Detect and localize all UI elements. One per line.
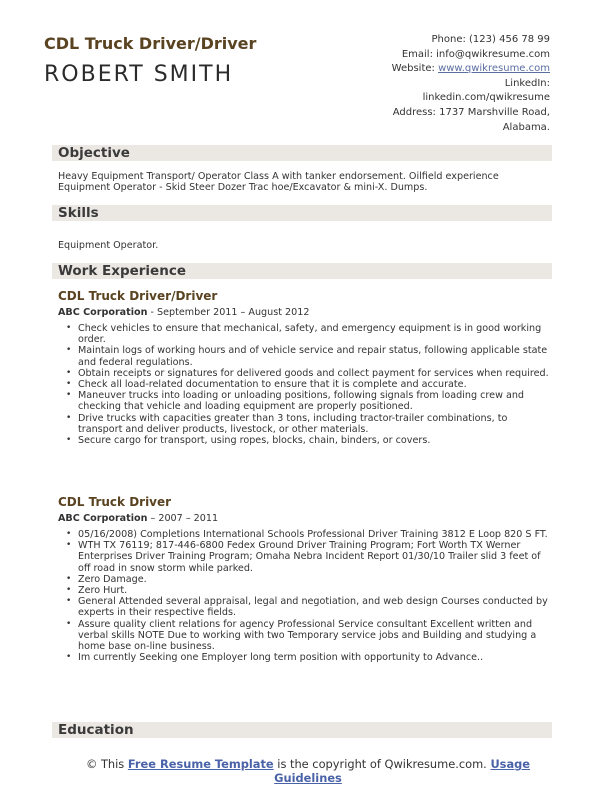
job-1-bullets xyxy=(58,323,550,446)
contact-website-row xyxy=(290,62,550,77)
contact-linkedin-label: LinkedIn: xyxy=(504,77,550,89)
job-2-bullets xyxy=(58,529,550,663)
list-item: • 05/16/2008) Completions International Schools Professional Driver Training 3812 E Loop 820 S FT. xyxy=(66,529,548,540)
bullet-glyph: • xyxy=(66,379,72,390)
job-1-company-line xyxy=(58,307,309,318)
list-item: • Check all load-related documentation to ensure that it is complete and accurate. xyxy=(66,379,467,391)
contact-address-line2: Alabama. xyxy=(502,121,550,133)
section-objective-heading: Objective xyxy=(52,145,552,161)
contact-website-label: Website: xyxy=(391,63,439,75)
bullet-glyph: • xyxy=(66,573,72,584)
list-item: • Check vehicles to ensure that mechanical, safety, and emergency equipment is in good working order. xyxy=(66,323,542,346)
contact-block xyxy=(290,33,550,135)
list-item: • WTH TX 76119; 817-446-6800 Fedex Ground Driver Training Program; Fort Worth TX Werner Enterprises Driver Training Program; Omaha Nebra Incident Report 01/30/10 Trailer slid 3 feet of off road in snow storm while parked. xyxy=(66,540,541,574)
bullet-glyph: • xyxy=(66,435,72,446)
contact-website-link[interactable]: www.qwikresume.com xyxy=(438,63,550,75)
job-1-company: ABC Corporation xyxy=(58,307,148,318)
list-item: • Zero Hurt. xyxy=(66,585,128,597)
bullet-glyph: • xyxy=(66,323,72,333)
job-2-title: CDL Truck Driver xyxy=(58,495,172,509)
bullet-glyph: • xyxy=(66,596,72,607)
list-item: • Assure quality client relations for agency Professional Service consultant Excellent written and verbal skills NOTE Due to working with two Temporary service jobs and Building and studying a home base on-line business. xyxy=(66,618,537,653)
contact-email-label: Email: xyxy=(401,48,437,60)
job-1-title: CDL Truck Driver/Driver xyxy=(58,289,218,303)
list-item: • General Attended several appraisal, legal and negotiation, and web design Courses conducted by experts in their respective fields. xyxy=(66,596,548,619)
contact-address-line1: Address: 1737 Marshville Road, xyxy=(392,106,550,118)
contact-email[interactable]: info@qwikresume.com xyxy=(436,48,550,60)
bullet-glyph: • xyxy=(66,618,72,629)
contact-linkedin: linkedin.com/qwikresume xyxy=(422,92,550,104)
contact-email-row xyxy=(290,48,550,63)
list-item: • Drive trucks with capacities greater than 3 tons, including tractor-trailer combinations, to transport and deliver products, livestock, or other materials. xyxy=(66,412,508,435)
usage-guidelines-link[interactable]: Usage Guidelines xyxy=(274,757,531,785)
bullet-glyph: • xyxy=(66,390,72,401)
section-skills-heading: Skills xyxy=(52,205,552,221)
bullet-glyph: • xyxy=(66,345,72,356)
contact-phone: Phone: (123) 456 78 99 xyxy=(431,34,550,45)
list-item: • Maneuver trucks into loading or unloading positions, following signals from loading crew and checking that vehicle and loading equipment are properly positioned. xyxy=(66,390,525,413)
bullet-glyph: • xyxy=(66,412,72,423)
section-education-heading: Education xyxy=(52,722,552,738)
bullet-glyph: • xyxy=(66,652,72,663)
bullet-glyph: • xyxy=(66,585,72,596)
skills-text: Equipment Operator. xyxy=(58,240,159,251)
footer-prefix: © This xyxy=(85,757,128,771)
candidate-name: ROBERT SMITH xyxy=(44,62,234,87)
bullet-glyph: • xyxy=(66,529,72,539)
job-2-company-line xyxy=(58,513,218,524)
job-2-dates: – 2007 – 2011 xyxy=(147,513,219,524)
objective-text: Heavy Equipment Transport/ Operator Class A with tanker endorsement. Oilfield experience Equipment Operator - Skid Steer Dozer Trac hoe/Excavator & mini-X. Dumps. xyxy=(58,171,499,194)
section-work-heading: Work Experience xyxy=(52,263,552,279)
list-item: • Obtain receipts or signatures for delivered goods and collect payment for services when required. xyxy=(66,367,549,379)
list-item: • Zero Damage. xyxy=(66,573,147,585)
job-1-dates: - September 2011 – August 2012 xyxy=(147,307,310,318)
resume-job-title: CDL Truck Driver/Driver xyxy=(44,34,257,53)
list-item: • Maintain logs of working hours and of vehicle service and repair status, following applicable state and federal regulations. xyxy=(66,345,548,368)
job-2-company: ABC Corporation xyxy=(58,513,148,524)
free-resume-template-link[interactable]: Free Resume Template xyxy=(127,757,274,771)
list-item: • Secure cargo for transport, using ropes, blocks, chain, binders, or covers. xyxy=(66,435,431,447)
footer-middle: is the copyright of Qwikresume.com. xyxy=(273,757,491,771)
bullet-glyph: • xyxy=(66,540,72,551)
list-item: • Im currently Seeking one Employer long term position with opportunity to Advance.. xyxy=(66,652,484,664)
bullet-glyph: • xyxy=(66,367,72,378)
footer-copyright xyxy=(78,757,538,785)
